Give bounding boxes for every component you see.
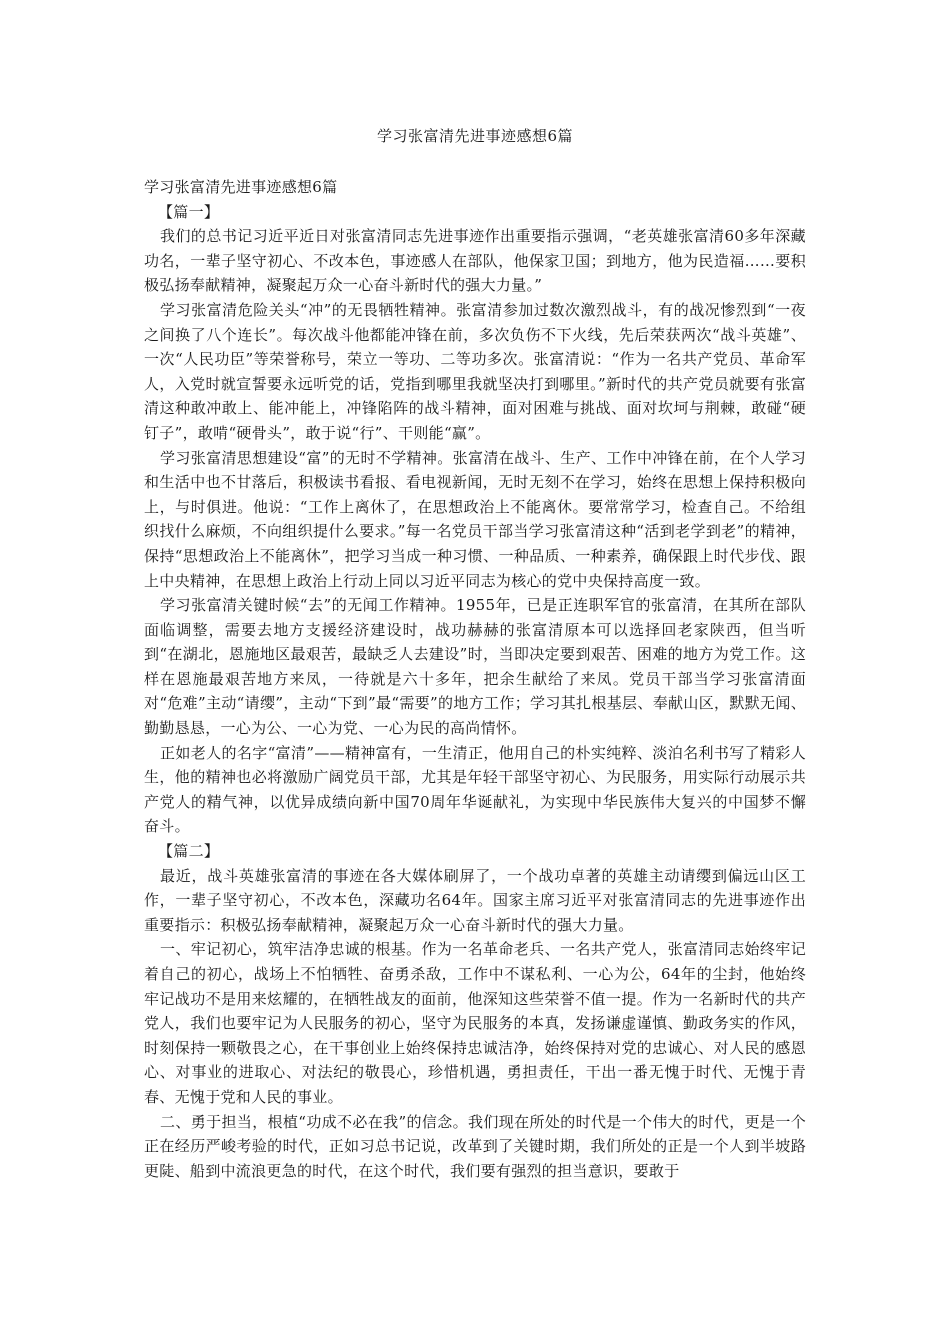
paragraph: 一、牢记初心，筑牢洁净忠诚的根基。作为一名革命老兵、一名共产党人，张富清同志始终牢记着自己的初心，战场上不怕牺牲、奋勇杀敌，工作中不谋私利、一心为公，64年的尘封，他始终牢记战功不是用来炫耀的，在牺牲战友的面前，他深知这些荣誉不值一提。作为一名新时代的共产党人，我们也要牢记为人民服务的初心，坚守为民服务的本真，发扬谦虚谨慎、勤政务实的作风，时刻保持一颗敬畏之心，在干事创业上始终保持忠诚洁净，始终保持对党的忠诚心、对人民的感恩心、对事业的进取心、对法纪的敬畏心，珍惜机遇，勇担责任，干出一番无愧于时代、无愧于青春、无愧于党和人民的事业。 bbox=[144, 940, 806, 1106]
paragraph: 正如老人的名字“富清”——精神富有，一生清正，他用自己的朴实纯粹、淡泊名利书写了精彩人生，他的精神也必将激励广阔党员干部，尤其是年轻干部坚守初心、为民服务，用实际行动展示共产党人的精气神，以优异成绩向新中国70周年华诞献礼，为实现中华民族伟大复兴的中国梦不懈奋斗。 bbox=[144, 743, 806, 836]
section-heading: 【篇一】 bbox=[158, 202, 220, 221]
document-title: 学习张富清先进事迹感想6篇 bbox=[376, 127, 574, 145]
section-heading: 【篇二】 bbox=[158, 842, 220, 861]
paragraph: 二、勇于担当，根植“功成不必在我”的信念。我们现在所处的时代是一个伟大的时代，更是一个正在经历严峻考验的时代，正如习总书记说，改革到了关键时期，我们所处的正是一个人到半坡路更陡、船到中流浪更急的时代，在这个时代，我们要有强烈的担当意识，要敢于 bbox=[144, 1112, 806, 1180]
paragraph: 学习张富清关键时候“去”的无闻工作精神。1955年，已是正连职军官的张富清，在其所在部队面临调整，需要去地方支援经济建设时，战功赫赫的张富清原本可以选择回老家陕西，但当听到“在湖北，恩施地区最艰苦，最缺乏人去建设”时，当即决定要到艰苦、困难的地方为党工作。这样在恩施最艰苦地方来凤，一待就是六十多年，把余生献给了来凤。党员干部当学习张富清面对“危难”主动“请缨”，主动“下到”最“需要”的地方工作；学习其扎根基层、奉献山区，默默无闻、勤勤恳恳，一心为公、一心为党、一心为民的高尚情怀。 bbox=[144, 596, 806, 738]
paragraph: 学习张富清危险关头“冲”的无畏牺牲精神。张富清参加过数次激烈战斗，有的战况惨烈到“一夜之间换了八个连长”。每次战斗他都能冲锋在前，多次负伤不下火线，先后荣获两次“战斗英雄”、一次“人民功臣”等荣誉称号，荣立一等功、二等功多次。张富清说：“作为一名共产党员、革命军人，入党时就宣誓要永远听党的话，党指到哪里我就坚决打到哪里。”新时代的共产党员就要有张富清这种敢冲敢上、能冲能上，冲锋陷阵的战斗精神，面对困难与挑战、面对坎坷与荆棘，敢碰“硬钉子”，敢啃“硬骨头”，敢于说“行”、干则能“赢”。 bbox=[144, 300, 806, 442]
document-body bbox=[144, 175, 806, 1183]
paragraph: 我们的总书记习近平近日对张富清同志先进事迹作出重要指示强调，“老英雄张富清60多年深藏功名，一辈子坚守初心、不改本色，事迹感人在部队，他保家卫国；到地方，他为民造福……要积极弘扬奉献精神，凝聚起万众一心奋斗新时代的强大力量。” bbox=[144, 227, 806, 295]
paragraph: 学习张富清思想建设“富”的无时不学精神。张富清在战斗、生产、工作中冲锋在前，在个人学习和生活中也不甘落后，积极读书看报、看电视新闻，无时无刻不在学习，始终在思想上保持积极向上，与时俱进。他说：“工作上离休了，在思想政治上不能离休。要常常学习，检查自己。不给组织找什么麻烦，不向组织提什么要求。”每一名党员干部当学习张富清这种“活到老学到老”的精神，保持“思想政治上不能离休”，把学习当成一种习惯、一种品质、一种素养，确保跟上时代步伐、跟上中央精神，在思想上政治上行动上同以习近平同志为核心的党中央保持高度一致。 bbox=[144, 448, 806, 590]
paragraph: 最近，战斗英雄张富清的事迹在各大媒体刷屏了，一个战功卓著的英雄主动请缨到偏远山区工作，一辈子坚守初心，不改本色，深藏功名64年。国家主席习近平对张富清同志的先进事迹作出重要指示：积极弘扬奉献精神，凝聚起万众一心奋斗新时代的强大力量。 bbox=[144, 866, 806, 934]
document-subtitle: 学习张富清先进事迹感想6篇 bbox=[144, 178, 338, 196]
